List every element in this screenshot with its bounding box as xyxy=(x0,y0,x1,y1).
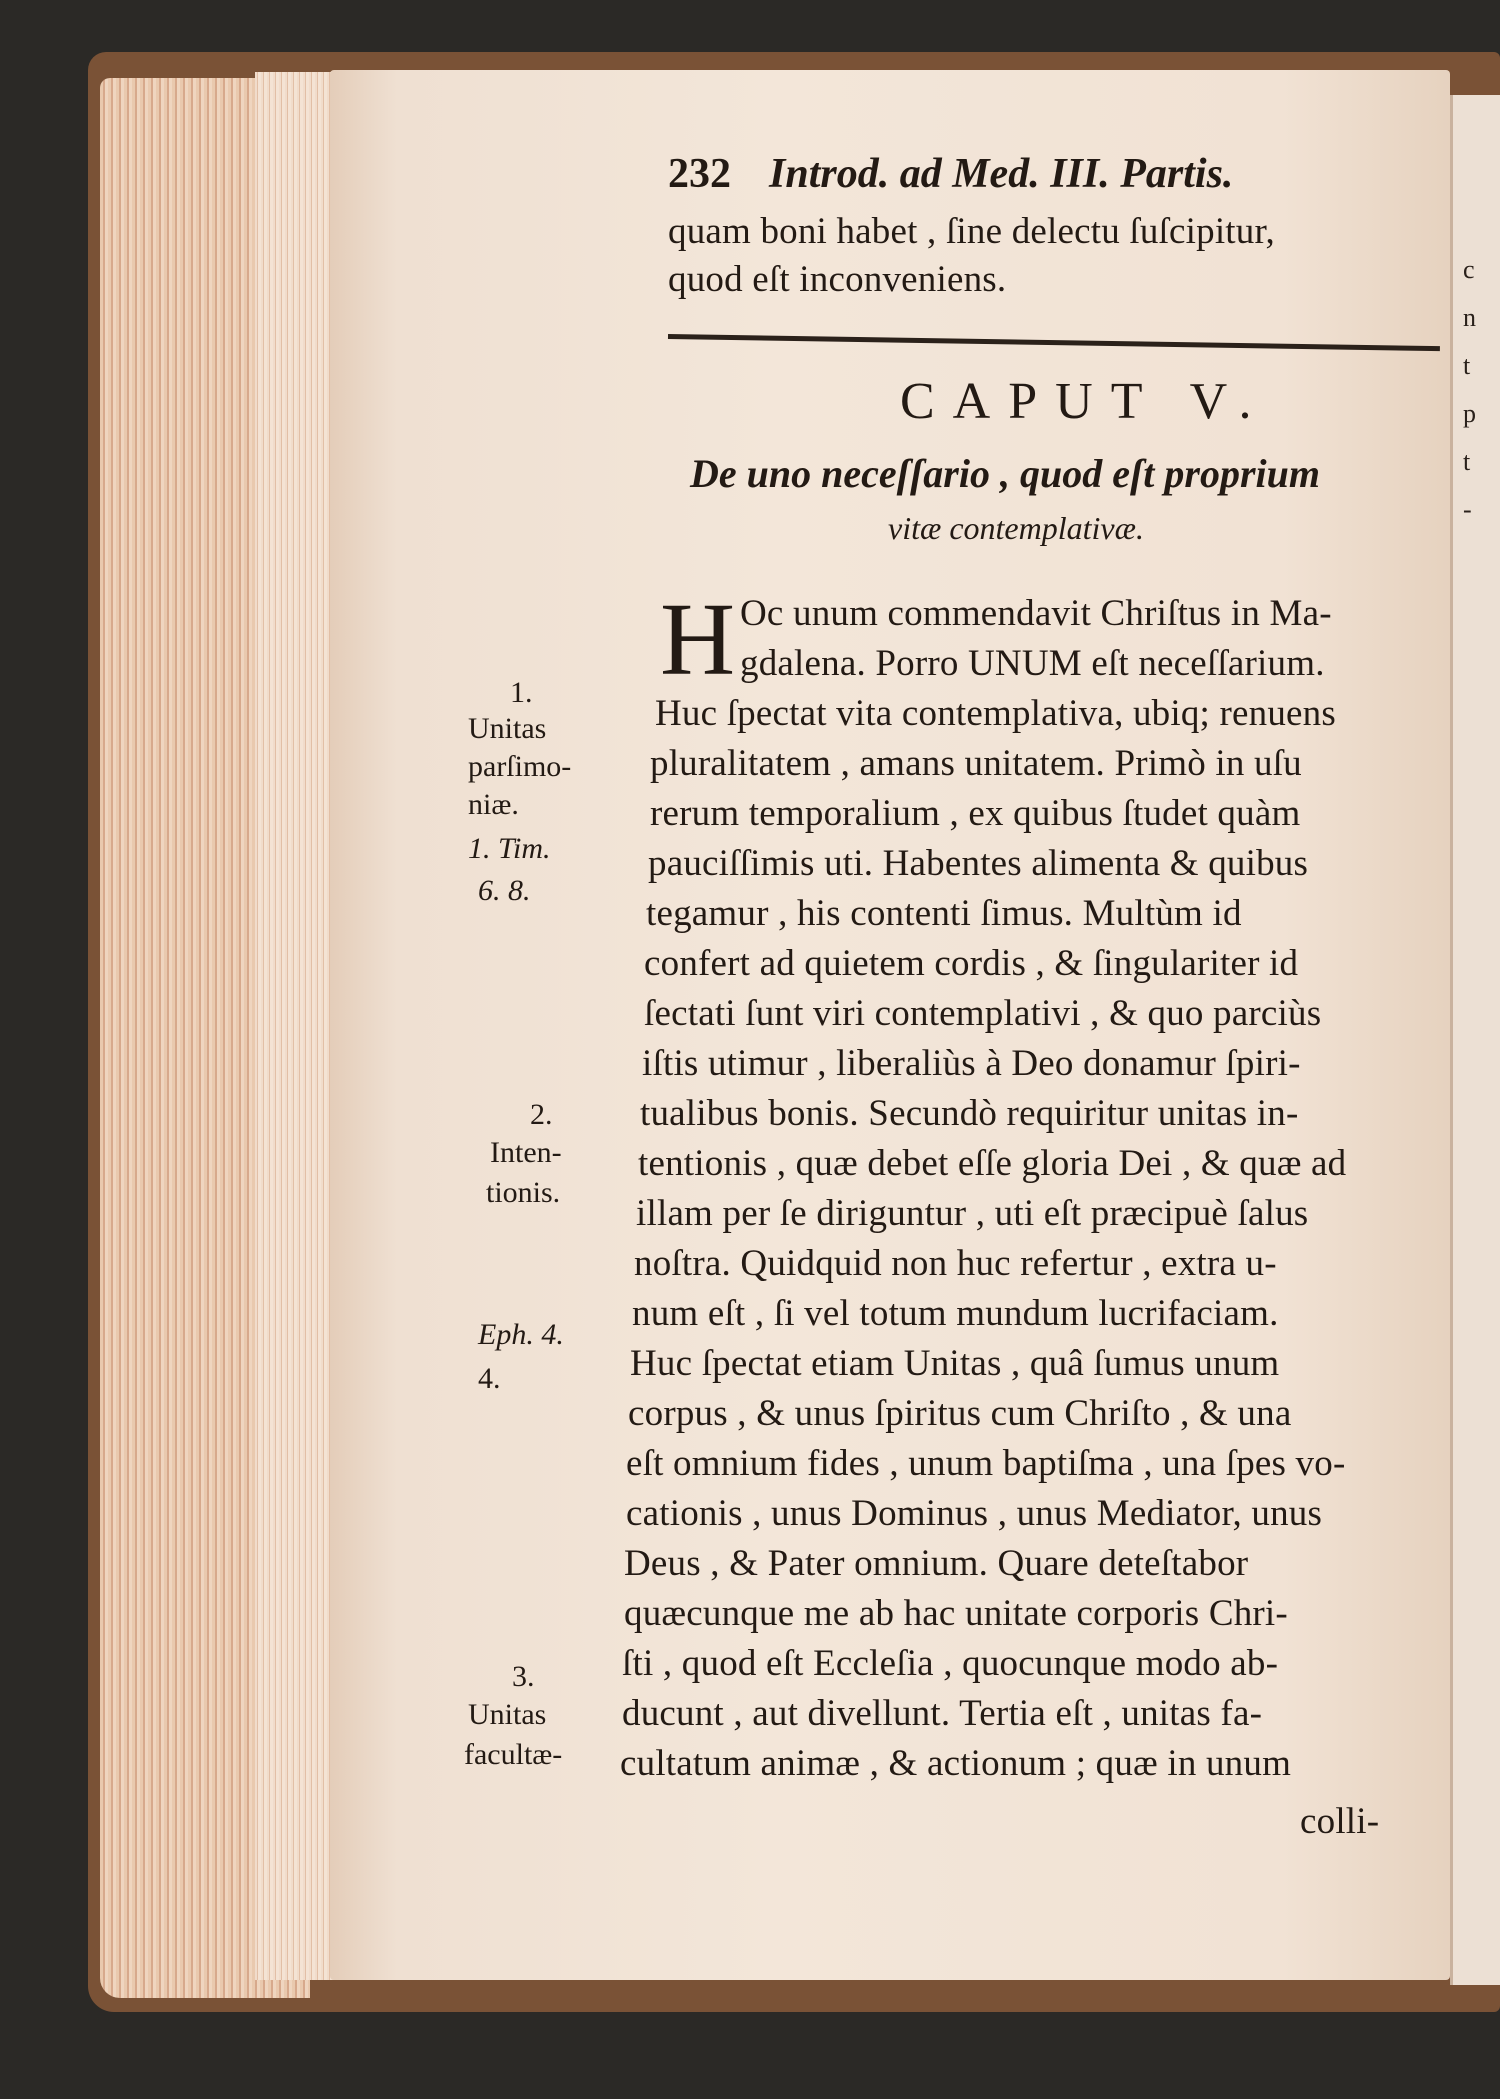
body-line: ſectati ſunt viri contemplativi , & quo parciùs xyxy=(644,993,1322,1034)
margin-note: Unitas xyxy=(468,1698,547,1731)
body-line: cultatum animæ , & actionum ; quæ in unum xyxy=(620,1743,1292,1784)
body-line: quæcunque me ab hac unitate corporis Chri- xyxy=(624,1593,1288,1634)
body-line: tentionis , quæ debet eſſe gloria Dei , & quæ ad xyxy=(638,1143,1347,1184)
body-line: cationis , unus Dominus , unus Mediator, unus xyxy=(626,1493,1323,1534)
facing-letter: - xyxy=(1463,495,1472,524)
body-line: pauciſſimis uti. Habentes alimenta & quibus xyxy=(648,843,1309,884)
body-line: ſti , quod eſt Eccleſia , quocunque modo ab- xyxy=(622,1643,1279,1684)
margin-note: facultæ- xyxy=(464,1738,563,1771)
body-line: Oc unum commendavit Chriſtus in Ma- xyxy=(740,593,1332,634)
margin-note: 4. xyxy=(478,1362,501,1395)
margin-note: 1. Tim. xyxy=(468,832,551,865)
body-line: noſtra. Quidquid non huc refertur , extra u- xyxy=(634,1243,1277,1284)
running-head xyxy=(668,150,1233,198)
margin-note: parſimo- xyxy=(468,750,572,783)
facing-letter: t xyxy=(1463,447,1471,476)
facing-page xyxy=(1450,95,1500,1985)
chapter-subtitle: De uno neceſſario , quod eſt proprium xyxy=(690,451,1320,496)
facing-letter: p xyxy=(1463,399,1476,428)
chapter-subtitle-2: vitæ contemplativæ. xyxy=(888,510,1144,546)
margin-note: Eph. 4. xyxy=(478,1318,564,1351)
catchword: colli- xyxy=(1300,1801,1380,1842)
running-title: Introd. ad Med. III. Partis. xyxy=(769,151,1234,197)
facing-letter: c xyxy=(1463,255,1475,284)
margin-note: 2. xyxy=(530,1098,553,1131)
body-line: tegamur , his contenti ſimus. Multùm id xyxy=(646,893,1242,934)
body-line: Huc ſpectat vita contemplativa, ubiq; renuens xyxy=(655,693,1336,734)
chapter-title: CAPUT V. xyxy=(900,373,1270,430)
margin-note: 3. xyxy=(512,1660,535,1693)
margin-note: 1. xyxy=(510,676,533,709)
margin-note: Inten- xyxy=(490,1136,562,1169)
facing-letter: t xyxy=(1463,351,1471,380)
body-line: gdalena. Porro UNUM eſt neceſſarium. xyxy=(740,643,1325,684)
drop-cap: H xyxy=(660,582,736,697)
body-line: pluralitatem , amans unitatem. Primò in uſu xyxy=(650,743,1302,784)
body-line: num eſt , ſi vel totum mundum lucrifaciam. xyxy=(632,1293,1279,1334)
facing-letter: n xyxy=(1463,303,1476,332)
body-line: corpus , & unus ſpiritus cum Chriſto , & una xyxy=(628,1393,1292,1434)
body-line: Huc ſpectat etiam Unitas , quâ ſumus unum xyxy=(630,1343,1280,1384)
body-line: tualibus bonis. Secundò requiritur unitas in- xyxy=(640,1093,1299,1134)
intro-line: quod eſt inconveniens. xyxy=(668,259,1007,300)
body-line: iſtis utimur , liberaliùs à Deo donamur ſpiri- xyxy=(642,1043,1301,1084)
body-line: rerum temporalium , ex quibus ſtudet quàm xyxy=(650,793,1301,834)
body-line: eſt omnium fides , unum baptiſma , una ſpes vo- xyxy=(626,1443,1346,1484)
body-line: ducunt , aut divellunt. Tertia eſt , unitas fa- xyxy=(622,1693,1263,1734)
body-line: confert ad quietem cordis , & ſingulariter id xyxy=(644,943,1299,984)
intro-line: quam boni habet , ſine delectu ſuſcipitur, xyxy=(668,211,1275,252)
page-number: 232 xyxy=(668,151,731,197)
margin-note: 6. 8. xyxy=(478,874,531,907)
margin-note: Unitas xyxy=(468,712,547,745)
margin-note: tionis. xyxy=(486,1176,561,1209)
body-line: illam per ſe diriguntur , uti eſt præcipuè ſalus xyxy=(636,1193,1309,1234)
margin-note: niæ. xyxy=(468,788,519,821)
body-line: Deus , & Pater omnium. Quare deteſtabor xyxy=(624,1543,1249,1584)
